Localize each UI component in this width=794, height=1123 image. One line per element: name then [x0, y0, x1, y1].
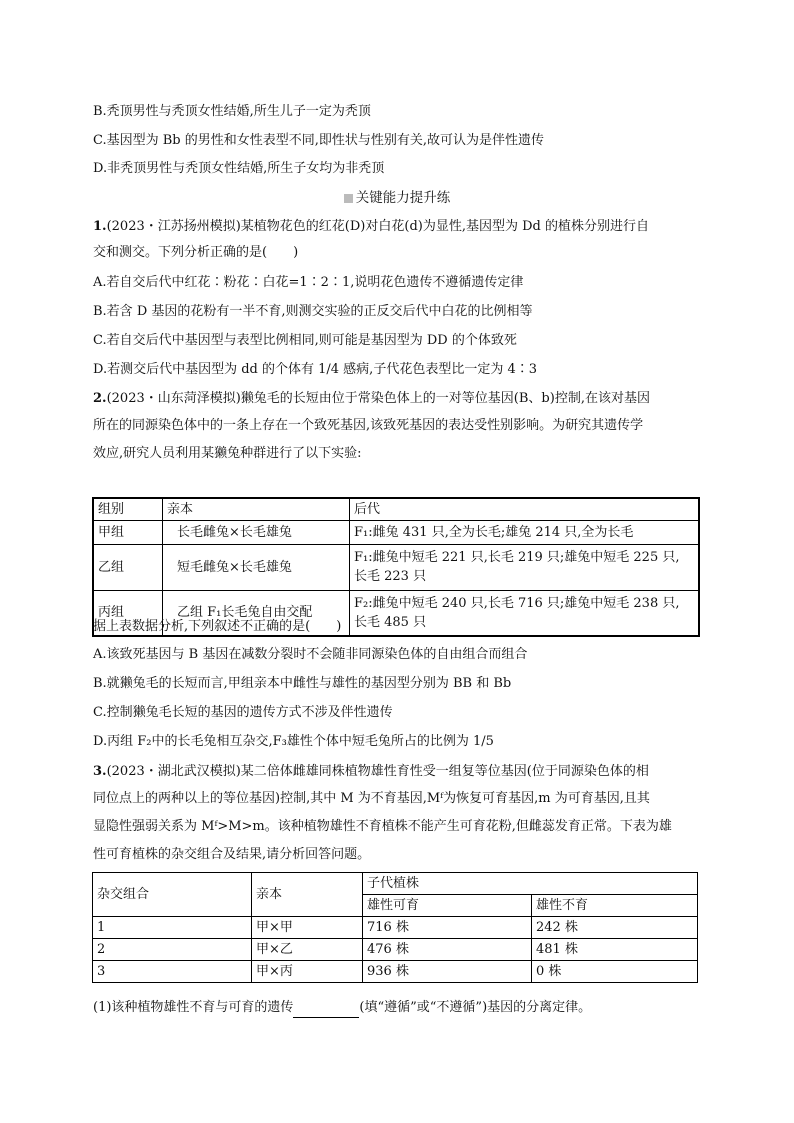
q1-option-d: D.若测交后代中基因型为 dd 的个体有 1/4 感病,子代花色表型比一定为 4∶3: [93, 362, 537, 377]
q3-stem-line2: 同位点上的两种以上的等位基因)控制,其中 M 为不育基因,Mᶠ为恢复可育基因,m 为可育基因,且其: [93, 791, 650, 806]
table-header-fertile: 雄性可育: [363, 895, 532, 917]
option-d-prev: D.非秃顶男性与秃顶女性结婚,所生子女均为非秃顶: [93, 161, 385, 176]
q1-stem-line2: 交和测交。下列分析正确的是( ): [93, 245, 299, 260]
q2-data-table: [92, 497, 700, 637]
section-title: 关键能力提升练: [0, 186, 794, 206]
q3-stem-line3: 显隐性强弱关系为 Mᶠ>M>m。该种植物雄性不育植株不能产生可育花粉,但雌蕊发育正常。下表为雄: [93, 819, 672, 834]
table-header-parent: 亲本: [252, 873, 363, 917]
q1-option-c: C.若自交后代中基因型与表型比例相同,则可能是基因型为 DD 的个体致死: [93, 333, 517, 348]
q1-option-a: A.若自交后代中红花∶粉花∶白花=1∶2∶1,说明花色遗传不遵循遗传定律: [93, 275, 524, 290]
table-row: 乙组 短毛雌兔×长毛雄兔 F₁:雌兔中短毛 221 只,长毛 219 只;雄兔中短毛 225 只, 长毛 223 只: [93, 544, 699, 590]
q2-question: 据上表数据分析,下列叙述不正确的是( ): [93, 619, 342, 634]
q3-stem-line4: 性可育植株的杂交组合及结果,请分析回答问题。: [93, 847, 371, 862]
answer-blank[interactable]: [293, 1003, 359, 1018]
table-header-group: 组别: [93, 498, 163, 520]
table-row: 甲组 长毛雌兔×长毛雄兔 F₁:雌兔 431 只,全为长毛;雄兔 214 只,全为长毛: [93, 520, 699, 544]
q3-stem-line1: 3.(2023・湖北武汉模拟)某二倍体雌雄同株植物雄性育性受一组复等位基因(位于同源染色体的相: [93, 764, 649, 779]
q1-option-b: B.若含 D 基因的花粉有一半不育,则测交实验的正反交后代中白花的比例相等: [93, 304, 533, 319]
q3-subquestion-1: (1)该种植物雄性不育与可育的遗传 (填“遵循”或“不遵循”)基因的分离定律。: [93, 998, 703, 1018]
table-header-offspring: 子代植株: [363, 873, 698, 895]
q2-option-c: C.控制獭兔毛长短的基因的遗传方式不涉及伴性遗传: [93, 705, 393, 720]
q2-stem-line3: 效应,研究人员利用某獭兔种群进行了以下实验:: [93, 446, 362, 461]
table-header-parent: 亲本: [163, 498, 350, 520]
q2-option-b: B.就獭兔毛的长短而言,甲组亲本中雌性与雄性的基因型分别为 BB 和 Bb: [93, 676, 512, 691]
option-b-prev: B.秃顶男性与秃顶女性结婚,所生儿子一定为秃顶: [93, 104, 371, 119]
table-header-offspring: 后代: [350, 498, 700, 520]
q3-cross-table: [92, 872, 698, 983]
table-row: 丙组 乙组 F₁长毛兔自由交配 F₂:雌兔中短毛 240 只,长毛 716 只;雄兔中短毛 238 只, 长毛 485 只: [93, 590, 699, 636]
q1-stem-line1: 1.(2023・江苏扬州模拟)某植物花色的红花(D)对白花(d)为显性,基因型为 Dd 的植株分别进行自: [93, 219, 649, 234]
table-row: 3 甲×丙 936 株 0 株: [93, 961, 698, 983]
option-c-prev: C.基因型为 Bb 的男性和女性表型不同,即性状与性别有关,故可认为是伴性遗传: [93, 133, 545, 148]
q2-option-d: D.丙组 F₂中的长毛兔相互杂交,F₃雄性个体中短毛兔所占的比例为 1/5: [93, 734, 494, 749]
table-row: 2 甲×乙 476 株 481 株: [93, 939, 698, 961]
section-marker-icon: [344, 194, 353, 203]
table-header-sterile: 雄性不育: [532, 895, 698, 917]
table-header-cross: 杂交组合: [93, 873, 252, 917]
table-row: 1 甲×甲 716 株 242 株: [93, 917, 698, 939]
q2-option-a: A.该致死基因与 B 基因在减数分裂时不会随非同源染色体的自由组合而组合: [93, 647, 528, 662]
q2-stem-line2: 所在的同源染色体中的一条上存在一个致死基因,该致死基因的表达受性别影响。为研究其遗传学: [93, 418, 644, 433]
q2-stem-line1: 2.(2023・山东菏泽模拟)獭兔毛的长短由位于常染色体上的一对等位基因(B、b)控制,在该对基因: [93, 391, 650, 406]
